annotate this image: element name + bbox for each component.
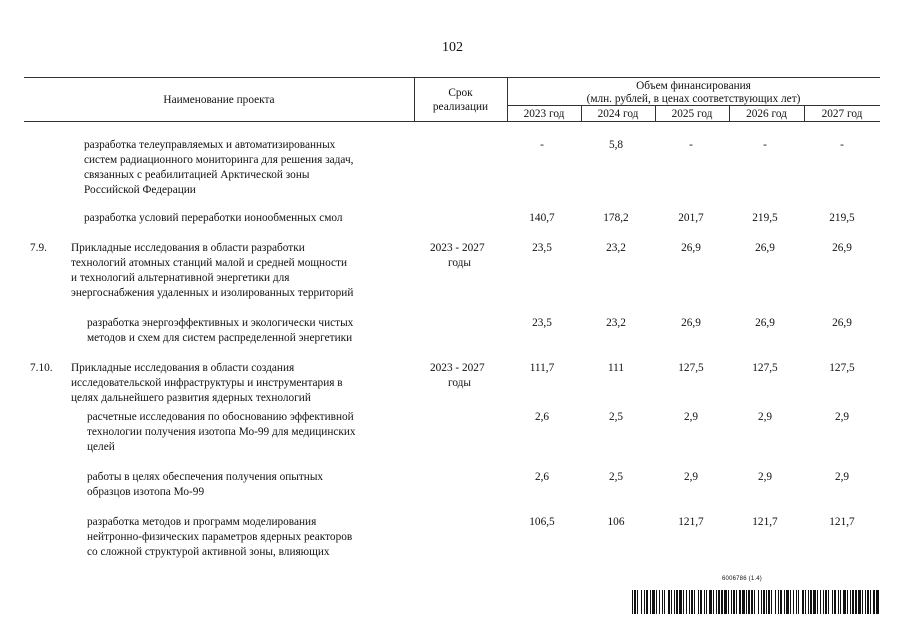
row-text-line: систем радиационного мониторинга для решения задач, <box>84 154 354 166</box>
row-term-line: 2023 - 2027 <box>430 362 485 374</box>
value-2026: 2,9 <box>757 411 773 423</box>
header-term-line2: реализации <box>432 101 489 113</box>
header-funding-line1: Объем финансирования <box>636 80 751 92</box>
row-text-line: и технологий альтернативной энергетики для <box>71 272 290 284</box>
value-2025: 26,9 <box>681 317 701 329</box>
row-term-line: 2023 - 2027 <box>430 242 485 254</box>
row-text-line: работы в целях обеспечения получения опытных <box>87 471 324 483</box>
row-text-line: технологии получения изотопа Мо-99 для медицинских <box>87 426 356 438</box>
row-text-line: Российской Федерации <box>84 184 196 196</box>
value-2025: 2,9 <box>683 471 699 483</box>
row-text-line: образцов изотопа Мо-99 <box>87 486 205 498</box>
row-term-line: годы <box>448 377 472 389</box>
value-2027: - <box>840 139 844 151</box>
row-text-line: разработка условий переработки ионообменных смол <box>84 212 343 224</box>
value-2027: 2,9 <box>834 411 850 423</box>
row-text-line: целях дальнейшего развития ядерных технологий <box>71 392 311 404</box>
value-2025: 2,9 <box>683 411 699 423</box>
row-text-line: Прикладные исследования в области создания <box>71 362 295 374</box>
page-number: 102 <box>442 40 463 55</box>
value-2023: - <box>540 139 544 151</box>
row-text-line: методов и схем для систем распределенной энергетики <box>87 332 353 344</box>
row-text-line: разработка телеуправляемых и автоматизированных <box>84 139 336 151</box>
row-text-line: со сложной структурой активной зоны, влияющих <box>87 546 330 558</box>
header-year-2024: 2024 год <box>597 108 639 120</box>
value-2024: 23,2 <box>606 242 626 254</box>
row-text-line: целей <box>87 441 115 453</box>
row-text-line: разработка энергоэффективных и экологически чистых <box>87 317 354 329</box>
header-term-line1: Срок <box>448 87 473 99</box>
value-2023: 2,6 <box>534 471 550 483</box>
value-2023: 106,5 <box>529 516 555 528</box>
value-2024: 178,2 <box>603 212 629 224</box>
row-text-line: Прикладные исследования в области разработки <box>71 242 305 254</box>
value-2025: 26,9 <box>681 242 701 254</box>
value-2023: 111,7 <box>529 362 555 374</box>
row-number: 7.10. <box>30 362 53 374</box>
value-2026: 127,5 <box>752 362 778 374</box>
value-2024: 5,8 <box>608 139 624 151</box>
value-2026: 121,7 <box>752 516 778 528</box>
value-2023: 23,5 <box>532 242 552 254</box>
barcode-icon <box>632 590 880 614</box>
value-2026: 26,9 <box>755 317 775 329</box>
value-2027: 26,9 <box>832 242 852 254</box>
value-2025: - <box>689 139 693 151</box>
barcode-number: 6006786 (1.4) <box>722 576 762 582</box>
value-2026: 219,5 <box>752 212 778 224</box>
value-2024: 111 <box>607 362 625 374</box>
row-term-line: годы <box>448 257 472 269</box>
row-text-line: нейтронно-физических параметров ядерных реакторов <box>87 531 353 543</box>
value-2027: 26,9 <box>832 317 852 329</box>
header-funding-line2: (млн. рублей, в ценах соответствующих лет) <box>586 93 801 105</box>
value-2023: 140,7 <box>529 212 555 224</box>
table-top-rule <box>24 77 880 78</box>
value-2025: 121,7 <box>678 516 704 528</box>
value-2025: 127,5 <box>678 362 704 374</box>
value-2023: 2,6 <box>534 411 550 423</box>
value-2027: 127,5 <box>829 362 855 374</box>
value-2025: 201,7 <box>678 212 704 224</box>
row-text-line: связанных с реабилитацией Арктической зоны <box>84 169 310 181</box>
header-year-2025: 2025 год <box>671 108 713 120</box>
value-2027: 219,5 <box>829 212 855 224</box>
header-year-2027: 2027 год <box>821 108 863 120</box>
value-2027: 121,7 <box>829 516 855 528</box>
row-text-line: расчетные исследования по обоснованию эффективной <box>87 411 354 423</box>
value-2024: 2,5 <box>608 411 624 423</box>
value-2026: 2,9 <box>757 471 773 483</box>
row-number: 7.9. <box>30 242 47 254</box>
value-2024: 23,2 <box>606 317 626 329</box>
value-2026: 26,9 <box>755 242 775 254</box>
row-text-line: разработка методов и программ моделирования <box>87 516 317 528</box>
header-year-2023: 2023 год <box>523 108 565 120</box>
row-text-line: исследовательской инфраструктуры и инструментария в <box>71 377 343 389</box>
row-text-line: энергоснабжения удаленных и изолированных территорий <box>71 287 354 299</box>
value-2023: 23,5 <box>532 317 552 329</box>
header-year-2026: 2026 год <box>746 108 787 120</box>
header-project-name: Наименование проекта <box>163 94 275 106</box>
value-2024: 2,5 <box>608 471 624 483</box>
value-2027: 2,9 <box>834 471 850 483</box>
value-2026: - <box>763 139 767 151</box>
value-2024: 106 <box>607 516 625 528</box>
header-bottom-rule <box>24 121 880 122</box>
row-text-line: технологий атомных станций малой и средней мощности <box>71 257 348 269</box>
